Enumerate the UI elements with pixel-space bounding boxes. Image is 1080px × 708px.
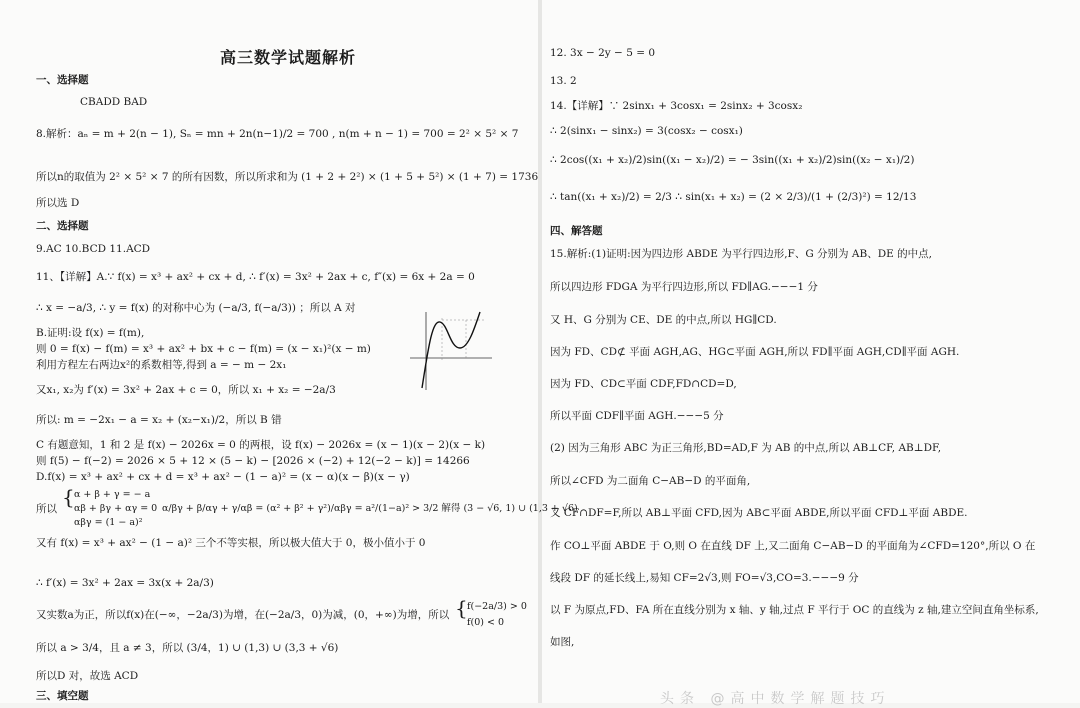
q11-part-b-1: B.证明:设 f(x) = f(m),: [36, 327, 145, 339]
q11-cond-2: f(0) < 0: [467, 617, 505, 628]
multi-answers: 9.AC 10.BCD 11.ACD: [36, 243, 151, 255]
q11-part-d-7: 所以D 对，故选 ACD: [36, 670, 139, 682]
q11-system-eq-1: α + β + γ = − a: [74, 489, 151, 500]
q15-line-6: 所以平面 CDF∥平面 AGH.−−−5 分: [550, 410, 724, 422]
q15-line-13: 如图,: [550, 636, 575, 648]
q14-line-4: ∴ tan((x₁ + x₂)/2) = 2/3 ∴ sin(x₁ + x₂) = (2 × 2/3)/(1 + (2/3)²) = 12/13: [550, 191, 917, 203]
q15-line-12: 以 F 为原点,FD、FA 所在直线分别为 x 轴、y 轴,过点 F 平行于 OC 的直线为 z 轴,建立空间直角坐标系,: [550, 604, 1039, 616]
q8-formula: 8.解析：aₙ = m + 2(n − 1), Sₙ = mn + 2n(n−1)/2 = 700 , n(m + n − 1) = 700 = 2² × 5² × 7: [36, 128, 519, 140]
cubic-graph-figure: [408, 310, 494, 392]
section-heading-fill: 三、填空题: [36, 690, 89, 702]
q11-part-c-1: C 有题意知，1 和 2 是 f(x) − 2026x = 0 的两根，设 f(x) − 2026x = (x − 1)(x − 2)(x − k): [36, 439, 486, 451]
q14-line-2: ∴ 2(sinx₁ − sinx₂) = 3(cosx₂ − cosx₁): [550, 125, 743, 137]
q11-part-d-6: 所以 a > 3/4，且 a ≠ 3，所以 (3/4，1) ∪ (1,3) ∪ (3,3 + √6): [36, 642, 339, 654]
q11-part-d-prefix: 所以: [36, 503, 57, 515]
q11-part-d-result: α/βγ + β/αγ + γ/αβ = (α² + β² + γ²)/αβγ = a²/(1−a)² > 3/2 解得 (3 − √6, 1) ∪ (1,3 + √6): [162, 503, 578, 514]
page-title: 高三数学试题解析: [220, 48, 357, 67]
section-heading-solutions: 四、解答题: [550, 225, 603, 237]
q11-part-b-3: 利用方程左右两边x²的系数相等,得到 a = − m − 2x₁: [36, 359, 287, 371]
q11-part-d-1: D.f(x) = x³ + ax² + cx + d = x³ + ax² − (1 − a)² = (x − α)(x − β)(x − γ): [36, 471, 410, 483]
q8-choice: 所以选 D: [36, 197, 80, 209]
brace-icon: {: [62, 485, 75, 509]
q11-system-eq-3: αβγ = (1 − a)²: [74, 517, 143, 528]
q13-answer: 13. 2: [550, 75, 577, 87]
brace-icon: {: [455, 596, 468, 620]
q11-part-c-2: 则 f(5) − f(−2) = 2026 × 5 + 12 × (5 − k) − [2026 × (−2) + 12(−2 − k)] = 14266: [36, 455, 470, 467]
q12-answer: 12. 3x − 2y − 5 = 0: [550, 47, 656, 59]
q11-part-d-5: 又实数a为正，所以f(x)在(−∞，−2a/3)为增，在(−2a/3，0)为减，(0，+∞)为增，所以: [36, 609, 450, 621]
q15-line-9: 又 CF∩DF=F,所以 AB⊥平面 CFD,因为 AB⊂平面 ABDE,所以平面 CFD⊥平面 ABDE.: [550, 507, 968, 519]
q15-line-10: 作 CO⊥平面 ABDE 于 O,则 O 在直线 DF 上,又二面角 C−AB−D 的平面角为∠CFD=120°,所以 O 在: [550, 540, 1036, 552]
q11-system-eq-2: αβ + βγ + αγ = 0: [74, 503, 158, 514]
section-heading-choice: 一、选择题: [36, 74, 89, 86]
q11-part-a: 11、【详解】A.∵ f(x) = x³ + ax² + cx + d, ∴ f′(x) = 3x² + 2ax + c, f″(x) = 6x + 2a = 0: [36, 271, 475, 283]
q15-line-1: 15.解析:(1)证明:因为四边形 ABDE 为平行四边形,F、G 分别为 AB、DE 的中点,: [550, 248, 932, 260]
q15-line-2: 所以四边形 FDGA 为平行四边形,所以 FD∥AG.−−−1 分: [550, 281, 818, 293]
q11-part-b-2: 则 0 = f(x) − f(m) = x³ + ax² + bx + c − f(m) = (x − x₁)²(x − m): [36, 343, 371, 355]
q11-part-b-4: 又x₁, x₂为 f′(x) = 3x² + 2ax + c = 0，所以 x₁ + x₂ = −2a/3: [36, 384, 336, 396]
q15-line-8: 所以∠CFD 为二面角 C−AB−D 的平面角,: [550, 475, 751, 487]
cubic-curve: [422, 312, 480, 388]
q15-line-7: (2) 因为三角形 ABC 为正三角形,BD=AD,F 为 AB 的中点,所以 AB⊥CF, AB⊥DF,: [550, 442, 942, 454]
q15-line-3: 又 H、G 分别为 CE、DE 的中点,所以 HG∥CD.: [550, 314, 777, 326]
q14-line-3: ∴ 2cos((x₁ + x₂)/2)sin((x₁ − x₂)/2) = − 3sin((x₁ + x₂)/2)sin((x₂ − x₁)/2): [550, 154, 915, 166]
watermark-text: 头条 @高中数学解题技巧: [660, 691, 891, 707]
q11-part-d-3: 又有 f(x) = x³ + ax² − (1 − a)² 三个不等实根，所以极大值大于 0，极小值小于 0: [36, 537, 426, 549]
q8-sum: 所以n的取值为 2² × 5² × 7 的所有因数，所以所求和为 (1 + 2 + 2²) × (1 + 5 + 5²) × (1 + 7) = 1736: [36, 171, 539, 183]
q11-part-a-conclusion: ∴ x = −a/3, ∴ y = f(x) 的对称中心为 (−a/3, f(−a/3)) ；所以 A 对: [36, 302, 356, 314]
q11-part-d-4: ∴ f′(x) = 3x² + 2ax = 3x(x + 2a/3): [36, 577, 214, 589]
q11-cond-1: f(−2a/3) > 0: [467, 601, 527, 612]
section-heading-multi: 二、选择题: [36, 220, 89, 232]
choice-answers: CBADD BAD: [80, 96, 148, 108]
q15-line-4: 因为 FD、CD⊄ 平面 AGH,AG、HG⊂平面 AGH,所以 FD∥平面 AGH,CD∥平面 AGH.: [550, 346, 960, 358]
q11-part-b-5: 所以: m = −2x₁ − a = x₂ + (x₂−x₁)/2，所以 B 错: [36, 414, 282, 426]
q15-line-5: 因为 FD、CD⊂平面 CDF,FD∩CD=D,: [550, 378, 737, 390]
q15-line-11: 线段 DF 的延长线上,易知 CF=2√3,则 FO=√3,CO=3.−−−9 分: [550, 572, 859, 584]
q14-line-1: 14.【详解】∵ 2sinx₁ + 3cosx₁ = 2sinx₂ + 3cosx₂: [550, 100, 803, 112]
